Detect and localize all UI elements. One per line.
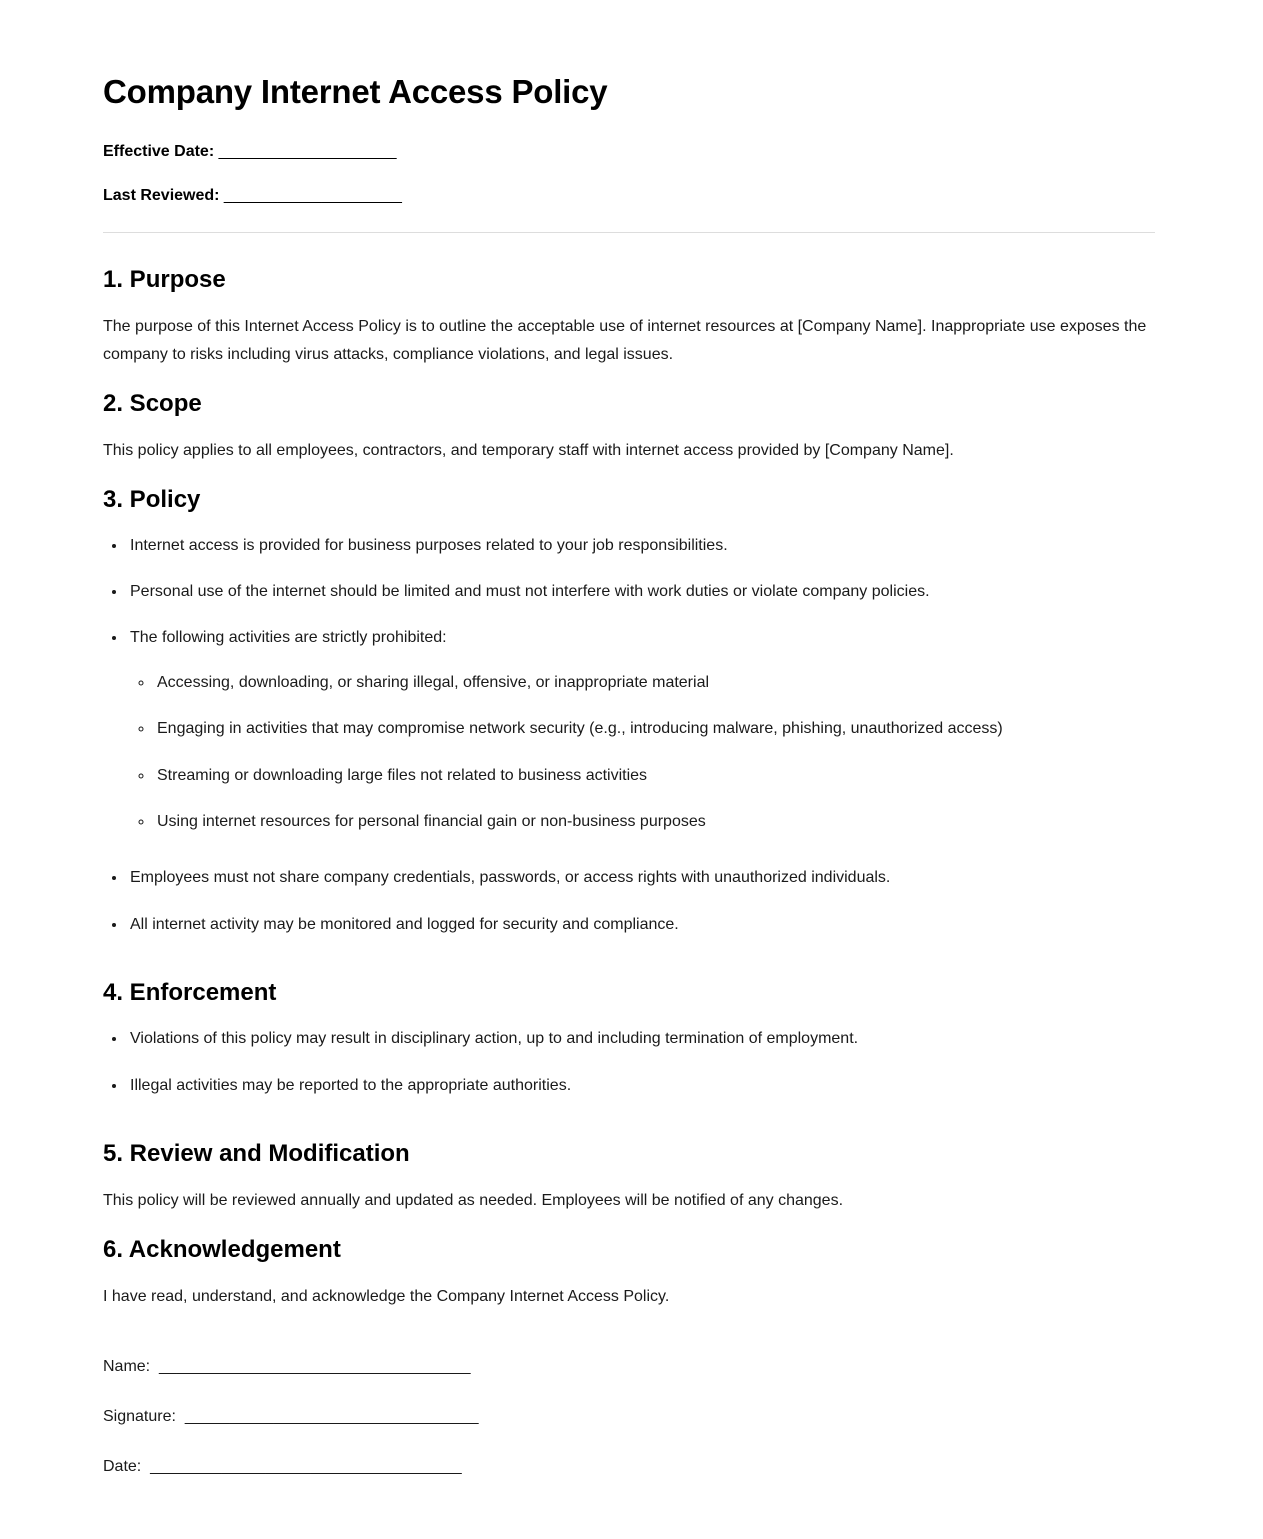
section-text-acknowledgement: I have read, understand, and acknowledge the Company Internet Access Policy. <box>103 1287 670 1305</box>
list-item: • Employees must not share company credentials, passwords, or access rights with unauthorized individuals. <box>127 865 1155 891</box>
name-label: Name: <box>103 1357 151 1375</box>
policy-bullet-list <box>103 533 1155 939</box>
section-text-purpose: The purpose of this Internet Access Policy is to outline the acceptable use of internet resources at [Company Name]. Inappropriate use exposes the company to risks including virus attacks, compliance violations, and legal issues. <box>103 317 1147 363</box>
date-blank[interactable]: ___________________________________ <box>141 1457 462 1475</box>
list-item: ◦ Engaging in activities that may compromise network security (e.g., introducing malware, phishing, unauthorized access) <box>154 716 1155 742</box>
list-item: • Illegal activities may be reported to the appropriate authorities. <box>127 1073 1155 1099</box>
list-item: • Personal use of the internet should be limited and must not interfere with work duties or violate company policies. <box>127 579 1155 605</box>
list-item <box>127 625 1155 835</box>
effective-date-field <box>103 140 1155 164</box>
prohibited-activities-list <box>130 670 1155 836</box>
last-reviewed-field <box>103 184 1155 208</box>
list-item: • Violations of this policy may result in disciplinary action, up to and including termination of employment. <box>127 1026 1155 1052</box>
list-item: • Internet access is provided for business purposes related to your job responsibilities. <box>127 533 1155 559</box>
section-heading-policy: 3. Policy <box>103 485 201 513</box>
section-heading-scope: 2. Scope <box>103 389 202 417</box>
section-text-review: This policy will be reviewed annually and updated as needed. Employees will be notified of any changes. <box>103 1191 844 1209</box>
signature-blank[interactable]: _________________________________ <box>175 1407 479 1425</box>
date-field <box>103 1455 1155 1479</box>
signature-block <box>103 1355 1155 1479</box>
name-blank[interactable]: ___________________________________ <box>150 1357 471 1375</box>
name-field <box>103 1355 1155 1379</box>
signature-label: Signature: <box>103 1407 176 1425</box>
last-reviewed-label: Last Reviewed: <box>103 186 220 204</box>
list-item-label: The following activities are strictly prohibited: <box>130 629 447 647</box>
list-item: ◦ Using internet resources for personal financial gain or non-business purposes <box>154 809 1155 835</box>
date-label: Date: <box>103 1457 142 1475</box>
list-item: ◦ Accessing, downloading, or sharing illegal, offensive, or inappropriate material <box>154 670 1155 696</box>
section-heading-enforcement: 4. Enforcement <box>103 979 277 1007</box>
header-divider <box>103 232 1155 233</box>
list-item: • All internet activity may be monitored and logged for security and compliance. <box>127 912 1155 938</box>
effective-date-label: Effective Date: <box>103 142 215 160</box>
section-heading-acknowledgement: 6. Acknowledgement <box>103 1235 341 1263</box>
signature-field <box>103 1405 1155 1429</box>
last-reviewed-blank[interactable]: ____________________ <box>219 186 402 204</box>
page-title: Company Internet Access Policy <box>103 73 608 110</box>
section-heading-purpose: 1. Purpose <box>103 265 226 293</box>
list-item: ◦ Streaming or downloading large files not related to business activities <box>154 763 1155 789</box>
effective-date-blank[interactable]: ____________________ <box>214 142 397 160</box>
section-heading-review: 5. Review and Modification <box>103 1139 410 1167</box>
enforcement-bullet-list <box>103 1026 1155 1099</box>
section-text-scope: This policy applies to all employees, contractors, and temporary staff with internet access provided by [Company Name]. <box>103 441 954 459</box>
